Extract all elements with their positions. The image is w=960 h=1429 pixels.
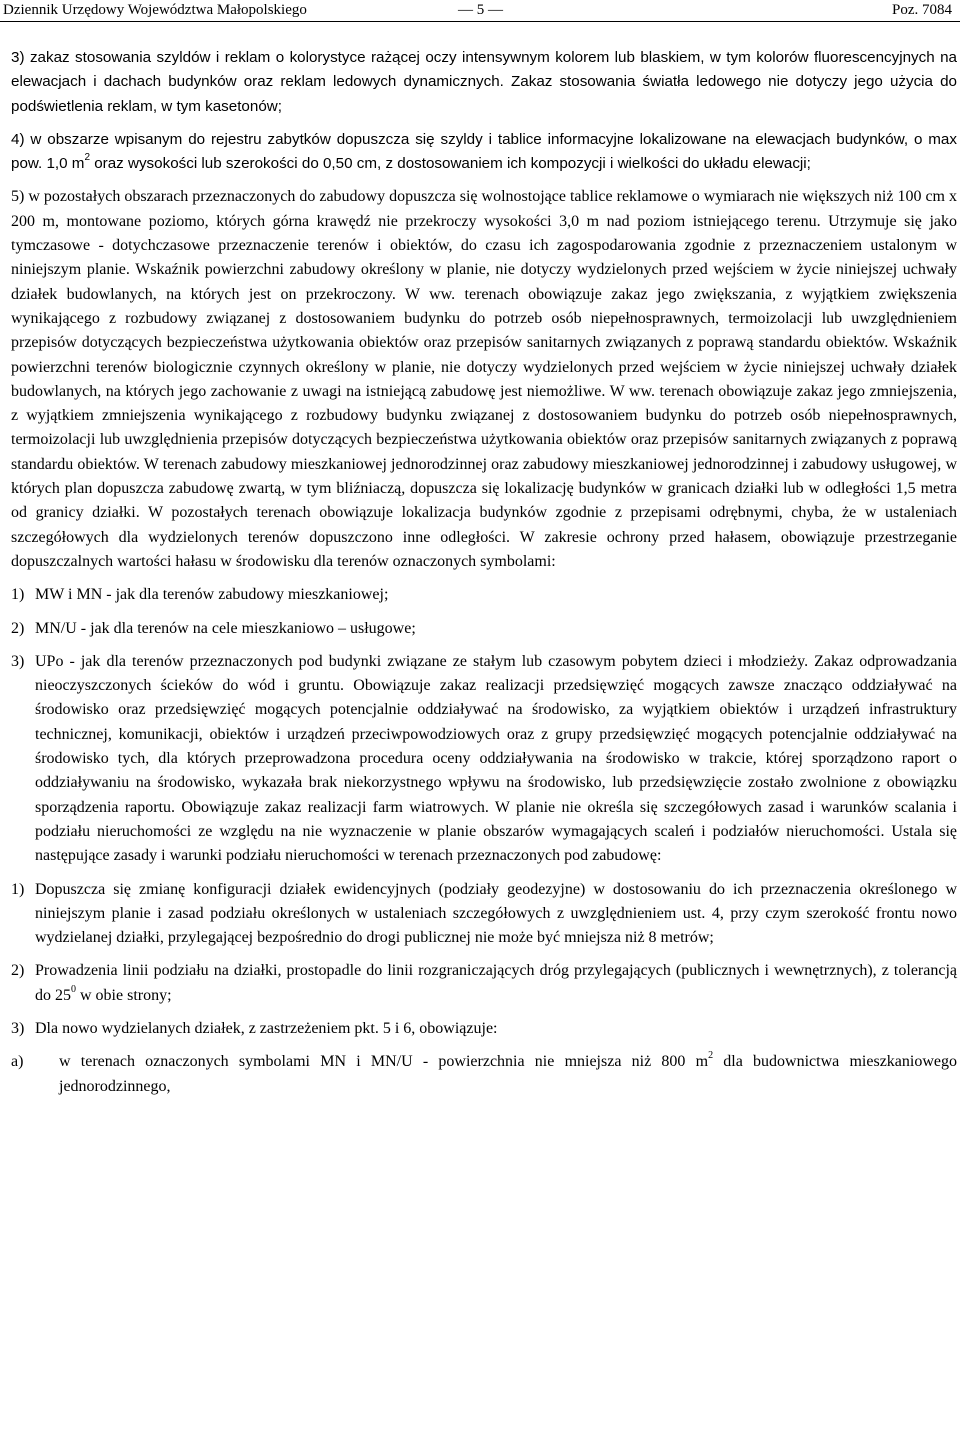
division-item-1-number: 1) [11,880,25,898]
division-item-3-text: Dla nowo wydzielanych działek, z zastrzeżeniem pkt. 5 i 6, obowiązuje: [35,1019,498,1037]
division-item-1-text: Dopuszcza się zmianę konfiguracji działek ewidencyjnych (podziały geodezyjne) w dostosowaniu do ich przeznaczenia określonego w niniejszym planie i zasad podziału określonych w ustaleniach szczegółowych z uwzględnieniem ust. 4, przy czym szerokość frontu nowo wydzielanej działki, przylegającej bezpośrednio do drogi publicznej nie może być mniejsza niż 8 metrów; [35,880,957,947]
paragraph-5 [11,185,957,574]
noise-item-2-text: MN/U - jak dla terenów na cele mieszkaniowo – usługowe; [35,619,416,637]
document-body [11,46,957,1108]
division-item-3 [11,1017,957,1041]
superscript-2: 2 [84,152,91,164]
header-rule [0,21,960,22]
position-number: Poz. 7084 [892,2,952,18]
division-item-3a-body [57,1050,957,1099]
division-item-3a-text-a: w terenach oznaczonych symbolami MN i MN/U - powierzchnia nie mniejsza niż 800 m [59,1053,709,1071]
page-header [0,0,960,26]
division-item-2-body [35,959,957,1008]
paragraph-4-number: 4) [11,130,25,148]
noise-item-3-text: UPo - jak dla terenów przeznaczonych pod budynki związane ze stałym lub czasowym pobytem dzieci i młodzieży. Zakaz odprowadzania nieoczyszczonych ścieków do wód i gruntu. Obowiązuje zakaz realizacji przedsięwzięć mogących zawsze znacząco oddziaływać na środowisko oraz przedsięwzięć mogących potencjalnie oddziaływać na środowisko, za wyjątkiem obiektów i urządzeń infrastruktury technicznej, komunikacji, obiektów i urządzeń przeciwpowodziowych oraz z grupy przedsięwzięć mogących potencjalnie oddziaływać na środowisko tych, dla których przeprowadzona procedura oceny oddziaływania na środowisko w trakcie, której sporządzono raport o oddziaływaniu na środowisko, wykazała brak niekorzystnego wpływu na środowisko, lub przedsięwzięcie zostało zwolnione z obowiązku sporządzenia raportu. Obowiązuje zakaz realizacji farm wiatrowych. W planie nie określa się szczegółowych zasad i warunków scalania i podziału nieruchomości ze względu na nie wyznaczenie w planie obszarów wymagających scaleń i podziałów nieruchomości. Ustala się następujące zasady i warunki podziału nieruchomości w terenach przeznaczonych pod zabudowę: [35,652,957,865]
superscript-2b: 2 [708,1050,714,1062]
paragraph-3-text: zakaz stosowania szyldów i reklam o kolorystyce rażącej oczy intensywnym kolorem lub blaskiem, w tym kolorów fluorescencyjnych na elewacjach i dachach budynków oraz reklam ledowych dynamicznych. Zakaz stosowania światła ledowego nie dotyczy jego użycia do podświetlenia reklam, w tym kasetonów; [11,49,957,115]
noise-item-2 [11,617,957,641]
division-item-2 [11,959,957,1008]
paragraph-3 [11,46,957,119]
superscript-0: 0 [71,983,76,995]
noise-item-1 [11,583,957,607]
division-item-2-number: 2) [11,962,25,980]
division-item-3a [11,1050,957,1099]
division-item-3a-text-b: dla budownictwa mieszkaniowego jednorodzinnego, [59,1053,957,1095]
division-item-2-text-b: w obie strony; [76,986,172,1004]
division-item-3a-letter: a) [11,1053,24,1071]
division-item-3-number: 3) [11,1019,25,1037]
division-item-2-text-a: Prowadzenia linii podziału na działki, prostopadle do linii rozgraniczających dróg przylegających (publicznych i wewnętrznych), z tolerancją do 25 [35,962,957,1004]
noise-item-2-number: 2) [11,619,25,637]
paragraph-4-text-b: oraz wysokości lub szerokości do 0,50 cm, z dostosowaniem ich kompozycji i wielkości do układu elewacji; [90,155,811,173]
page-number: — 5 — [458,2,503,18]
division-item-1 [11,878,957,951]
paragraph-5-text: w pozostałych obszarach przeznaczonych do zabudowy dopuszcza się wolnostojące tablice reklamowe o wymiarach nie większych niż 100 cm x 200 m, montowane poziomo, których górna krawędź nie przekroczy wysokości 3,0 m nad poziom istniejącego terenu. Utrzymuje się jako tymczasowe - dotychczasowe przeznaczenie terenów i obiektów, do czasu ich zagospodarowania zgodnie z przeznaczeniem ustalonym w niniejszym planie. Wskaźnik powierzchni zabudowy określony w planie, nie dotyczy wydzielonych przed wejściem w życie niniejszej uchwały działek budowlanych, na których jest on przekroczony. W ww. terenach obowiązuje zakaz jego zwiększania, z wyjątkiem zwiększenia wynikającego z rozbudowy związanej z dostosowaniem budynku do potrzeb osób niepełnosprawnych, termoizolacji lub uwzględnieniem przepisów dotyczących bezpieczeństwa użytkowania obiektów oraz przepisów sanitarnych związanych z poprawą standardu obiektów. Wskaźnik powierzchni terenów biologicznie czynnych określony w planie, nie dotyczy wydzielonych przed wejściem w życie niniejszej uchwały działek budowlanych, na których jego zachowanie z uwagi na istniejącą zabudowę jest niemożliwe. W ww. terenach obowiązuje zakaz jego zmniejszenia, z wyjątkiem zmniejszenia wynikającego z rozbudowy budynku związanej z dostosowaniem budynku do potrzeb osób niepełnosprawnych, termoizolacji lub uwzględnienia przepisów dotyczących bezpieczeństwa użytkowania obiektów oraz przepisów sanitarnych związanych z poprawą standardu obiektów. W terenach zabudowy mieszkaniowej jednorodzinnej oraz zabudowy mieszkaniowej jednorodzinnej i zabudowy usługowej, w których plan dopuszcza zabudowę zwartą, w tym bliźniaczą, dopuszcza się lokalizację budynków w granicach działki lub w odległości 1,5 metra od granicy działki. W pozostałych terenach obowiązuje lokalizacja budynków zgodnie z przepisami odrębnymi, chyba, że w ustaleniach szczegółowych dla wydzielonych terenów dopuszczono inne odległości. W zakresie ochrony przed hałasem, obowiązuje przestrzeganie dopuszczalnych wartości hałasu w środowisku dla terenów oznaczonych symbolami: [11,188,958,570]
noise-item-3 [11,650,957,869]
journal-title: Dziennik Urzędowy Województwa Małopolskiego [3,2,307,18]
paragraph-4 [11,128,957,177]
noise-item-3-number: 3) [11,652,25,670]
paragraph-5-number: 5) [11,188,25,206]
paragraph-4-text-a: w obszarze wpisanym do rejestru zabytków dopuszcza się szyldy i tablice informacyjne lokalizowane na elewacjach budynków, o max pow. 1,0 m [11,130,957,173]
noise-item-1-number: 1) [11,586,25,604]
noise-item-1-text: MW i MN - jak dla terenów zabudowy mieszkaniowej; [35,586,389,604]
paragraph-3-number: 3) [11,49,25,66]
